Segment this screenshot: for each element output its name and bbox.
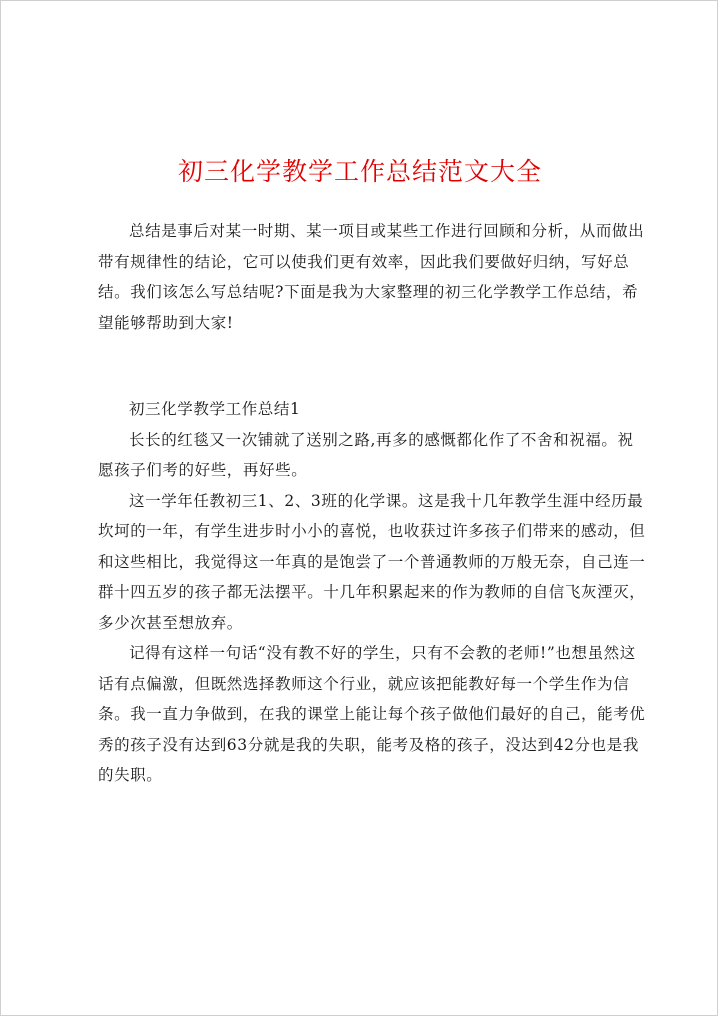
- intro-paragraph: 总结是事后对某一时期、某一项目或某些工作进行回顾和分析，从而做出带有规律性的结论，它可以使我们更有效率，因此我们要做好归纳，写好总结。我们该怎么写总结呢?下面是我为大家整理的初三化学教学工作总结，希望能够帮助到大家!: [98, 222, 645, 332]
- body-paragraph: 这一学年任教初三1、2、3班的化学课。这是我十几年教学生涯中经历最坎坷的一年，有学生进步时小小的喜悦，也收获过许多孩子们带来的感动，但和这些相比，我觉得这一年真的是饱尝了一个普通教师的万般无奈，自己连一群十四五岁的孩子都无法摆平。十几年积累起来的作为教师的自信飞灰湮灭，多少次甚至想放弃。: [98, 491, 646, 632]
- body-paragraph: 长长的红毯又一次铺就了送别之路,再多的感慨都化作了不舍和祝福。祝愿孩子们考的好些，再好些。: [98, 430, 634, 479]
- body-paragraph: 记得有这样一句话“没有教不好的学生，只有不会教的老师!”也想虽然这话有点偏激，但既然选择教师这个行业，就应该把能教好每一个学生作为信条。我一直力争做到，在我的课堂上能让每个孩子做他们最好的自己，能考优秀的孩子没有达到63分就是我的失职，能考及格的孩子，没达到42分也是我的失职。: [98, 644, 646, 784]
- section-heading: 初三化学教学工作总结1: [129, 400, 301, 418]
- document-body: [98, 216, 646, 791]
- document-title: 初三化学教学工作总结范文大全: [177, 157, 542, 186]
